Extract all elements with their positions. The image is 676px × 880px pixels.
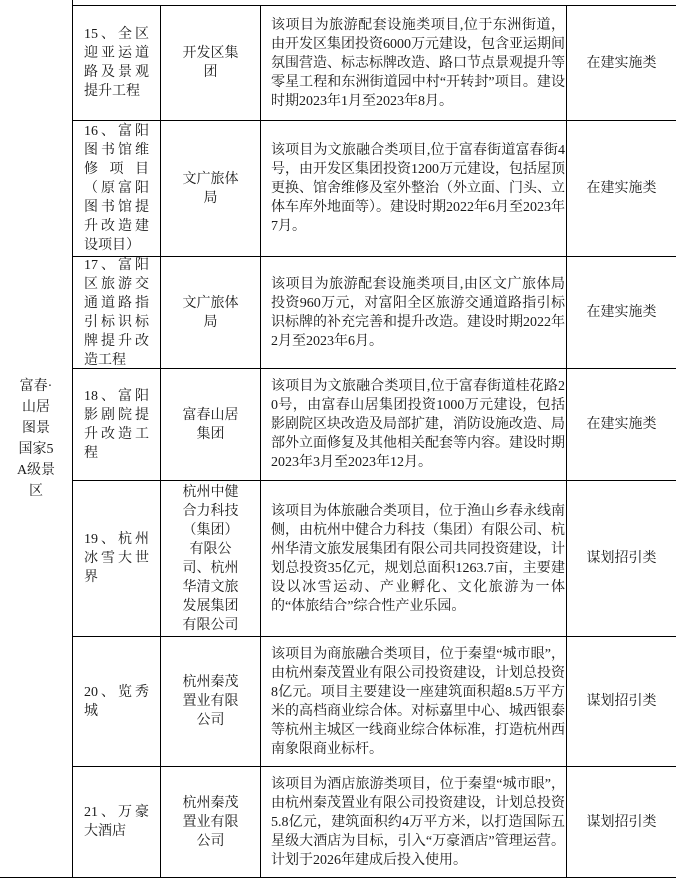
project-description-cell: 该项目为文旅融合类项目,位于富春街道富春街4号，由开发区集团投资1200万元建设，包括屋顶更换、馆舍维修及室外整治（外立面、门头、立体车库外地面等）。建设时期2022年6月至2023年7月。 [260,121,566,256]
project-name-cell: 18、富阳影剧院提升改造工程 [84,388,149,461]
table-row [73,767,676,878]
project-category-cell: 在建实施类 [566,121,676,256]
scenic-area-label: 富春·山居图景国家5A级景区 [16,378,56,499]
project-description-cell: 该项目为体旅融合类项目，位于渔山乡春永线南侧，由杭州中健合力科技（集团）有限公司、杭州华清文旅发展集团有限公司共同投资建设，计划总投资35亿元，规划总面积1263.7亩，主要建设以冰雪运动、产业孵化、文化旅游为一体的“体旅结合”综合性产业乐园。 [260,481,566,636]
project-description-cell: 该项目为文旅融合类项目,位于富春街道桂花路20号，由富春山居集团投资1000万元建设，包括影剧院区块改造及局部扩建，消防设施改造、局部外立面修复及其他相关配套等内容。建设时期2023年3月至2023年12月。 [260,369,566,480]
responsible-entity-cell: 富春山居集团 [160,369,260,480]
table-row [73,637,676,767]
project-category-cell: 谋划招引类 [566,637,676,766]
table-row [73,6,676,121]
project-name-cell: 19、杭州冰雪大世界 [84,532,149,585]
project-name-cell: 21、万豪大酒店 [84,805,149,839]
project-category-cell: 谋划招引类 [566,767,676,877]
project-description-cell: 该项目为旅游配套设施类项目,位于东洲街道，由开发区集团投资6000万元建设，包含亚运期间氛围营造、标志标牌改造、路口节点景观提升等零星工程和东洲街道园中村“开转封”项目。建设时期2023年1月至2023年8月。 [260,6,566,120]
responsible-entity-cell: 文广旅体局 [160,121,260,256]
project-name-cell: 16、富阳图书馆维修项目（原富阳图书馆提升改造建设项目） [84,124,149,253]
responsible-entity-cell: 杭州中健合力科技（集团）有限公司、杭州华清文旅发展集团有限公司 [160,481,260,636]
responsible-entity-cell: 开发区集团 [160,6,260,120]
projects-table [73,5,676,878]
project-category-cell: 在建实施类 [566,369,676,480]
table-row [73,481,676,637]
table-row [73,121,676,257]
project-name-cell: 17、富阳区旅游交通道路指引标识标牌提升改造工程 [84,257,149,368]
table-row [73,257,676,369]
project-category-cell: 在建实施类 [566,6,676,120]
scenic-area-merged-cell [0,0,73,878]
responsible-entity-cell: 杭州秦茂置业有限公司 [160,637,260,766]
project-description-cell: 该项目为酒店旅游类项目，位于秦望“城市眼”，由杭州秦茂置业有限公司投资建设，计划总投资5.8亿元，建筑面积约4万平方米，以打造国际五星级大酒店为目标，引入“万豪酒店”管理运营。计划于2026年建成后投入使用。 [260,767,566,877]
responsible-entity-cell: 杭州秦茂置业有限公司 [160,767,260,877]
table-row [73,369,676,481]
project-category-cell: 在建实施类 [566,257,676,368]
project-name-cell: 15、全区迎亚运道路及景观提升工程 [84,27,149,99]
project-description-cell: 该项目为商旅融合类项目，位于秦望“城市眼”，由杭州秦茂置业有限公司投资建设，计划总投资8亿元。项目主要建设一座建筑面积超8.5万平方米的高档商业综合体。对标嘉里中心、城西银泰等杭州主城区一线商业综合体标准，打造杭州西南象限商业标杆。 [260,637,566,766]
project-category-cell: 谋划招引类 [566,481,676,636]
project-description-cell: 该项目为旅游配套设施类项目,由区文广旅体局投资960万元，对富阳全区旅游交通道路指引标识标牌的补充完善和提升改造。建设时期2022年2月至2023年6月。 [260,257,566,368]
project-name-cell: 20、览秀城 [84,684,149,719]
responsible-entity-cell: 文广旅体局 [160,257,260,368]
